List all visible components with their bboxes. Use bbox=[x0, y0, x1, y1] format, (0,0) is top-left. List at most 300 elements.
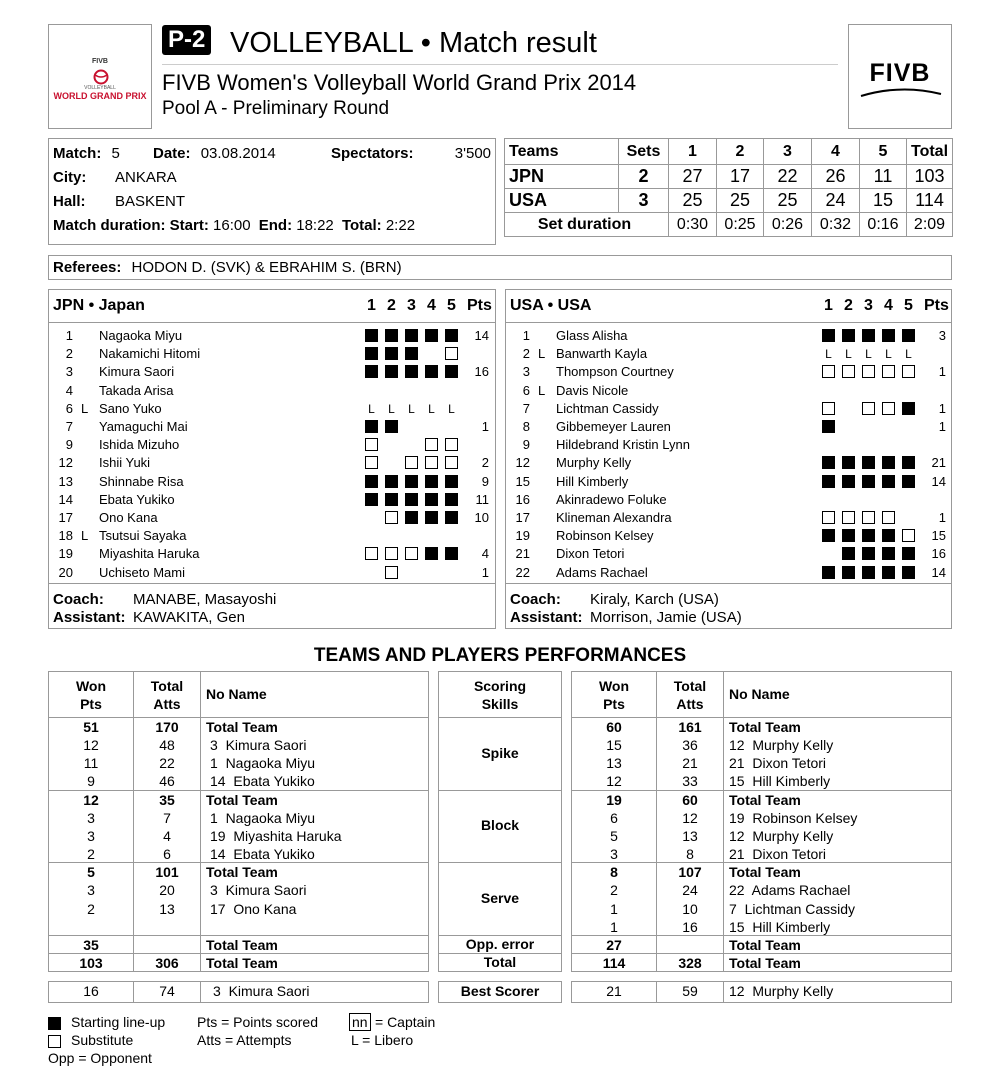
substitute-icon bbox=[445, 438, 458, 451]
player-row bbox=[49, 418, 489, 436]
player-name: 3 Kimura Saori bbox=[210, 737, 307, 754]
won-points: 11 bbox=[83, 755, 99, 772]
total-attempts: 20 bbox=[159, 882, 175, 899]
starting-lineup-icon bbox=[882, 456, 895, 469]
player-name: Hildebrand Kristin Lynn bbox=[556, 437, 690, 453]
total-attempts: 4 bbox=[163, 827, 171, 844]
player-name: Ebata Yukiko bbox=[99, 491, 175, 507]
player-name: 19 Robinson Kelsey bbox=[729, 809, 858, 826]
legend-captain: = Captain bbox=[375, 1014, 436, 1030]
player-row bbox=[506, 527, 946, 545]
player-points: 9 bbox=[481, 473, 489, 489]
scoring-skills-column bbox=[438, 671, 562, 972]
player-name: 12 Murphy Kelly bbox=[729, 827, 834, 844]
won-points: 51 bbox=[83, 719, 99, 735]
team-total-label: Total Team bbox=[729, 719, 801, 735]
starting-lineup-icon bbox=[425, 365, 438, 378]
total-attempts: 13 bbox=[682, 827, 698, 844]
substitute-icon bbox=[862, 511, 875, 524]
player-number: 15 bbox=[515, 473, 530, 489]
player-row bbox=[506, 454, 946, 472]
header-set4: 4 bbox=[812, 139, 860, 165]
referees-label: Referees: bbox=[53, 259, 122, 276]
player-row bbox=[506, 363, 946, 381]
results-table-wrap bbox=[504, 138, 953, 237]
player-name: Gibbemeyer Lauren bbox=[556, 419, 671, 434]
best-name: 12 Murphy Kelly bbox=[729, 983, 834, 999]
player-number: 3 bbox=[65, 364, 73, 380]
left-logo-fivb: FIVB bbox=[92, 58, 108, 65]
total-attempts: 21 bbox=[682, 755, 698, 772]
starting-lineup-icon bbox=[425, 547, 438, 560]
player-points: 4 bbox=[481, 546, 489, 562]
player-number: 19 bbox=[58, 546, 73, 562]
player-number: 13 bbox=[58, 473, 73, 489]
left-logo-line1: VOLLEYBALL bbox=[84, 85, 116, 91]
legend-libero: L = Libero bbox=[351, 1032, 414, 1048]
player-points: 1 bbox=[938, 419, 946, 434]
name-header: No Name bbox=[206, 686, 267, 702]
set-duration-row bbox=[505, 213, 953, 237]
starting-lineup-icon bbox=[48, 1017, 61, 1030]
substitute-icon bbox=[405, 456, 418, 469]
set-duration: 0:25 bbox=[717, 213, 764, 237]
substitute-icon bbox=[365, 438, 378, 451]
total-attempts: 161 bbox=[678, 719, 702, 735]
jpn-coach: MANABE, Masayoshi bbox=[133, 591, 277, 608]
total-attempts: 60 bbox=[682, 791, 698, 808]
skill-block: Block bbox=[480, 817, 520, 833]
legend-opp: Opp = Opponent bbox=[48, 1050, 152, 1066]
set-duration-label: Set duration bbox=[505, 213, 669, 237]
player-row bbox=[506, 327, 946, 345]
date-label: Date: bbox=[153, 145, 191, 162]
total-header: Total bbox=[150, 678, 184, 694]
player-number: 9 bbox=[522, 437, 530, 453]
total-attempts: 12 bbox=[682, 809, 698, 826]
player-name: Hill Kimberly bbox=[556, 473, 629, 489]
libero-marker: L bbox=[538, 382, 546, 398]
player-number: 8 bbox=[522, 419, 530, 434]
won-points: 3 bbox=[87, 809, 95, 826]
starting-lineup-icon bbox=[842, 566, 855, 579]
fivb-logo: FIVB bbox=[869, 59, 931, 87]
player-points: 16 bbox=[474, 364, 489, 380]
performance-heading: TEAMS AND PLAYERS PERFORMANCES bbox=[313, 645, 687, 666]
substitute-icon bbox=[842, 365, 855, 378]
usa-coach: Kiraly, Karch (USA) bbox=[590, 591, 719, 608]
player-points: 2 bbox=[481, 455, 489, 471]
player-name: Nakamichi Hitomi bbox=[99, 346, 201, 362]
total-header: Total bbox=[673, 678, 707, 694]
set-score: 24 bbox=[812, 189, 860, 213]
player-number: 6 bbox=[522, 382, 530, 398]
total-attempts bbox=[134, 918, 200, 936]
set-duration: 0:32 bbox=[812, 213, 860, 237]
libero-set-marker: L bbox=[885, 347, 892, 362]
player-name: Takada Arisa bbox=[99, 382, 174, 398]
player-number: 16 bbox=[515, 491, 530, 507]
header-set1: 1 bbox=[669, 139, 717, 165]
starting-lineup-icon bbox=[385, 420, 398, 433]
player-points: 3 bbox=[938, 328, 946, 343]
player-name: Klineman Alexandra bbox=[556, 510, 672, 525]
player-row bbox=[506, 345, 946, 363]
won-points: 3 bbox=[87, 827, 95, 844]
usa-coach-label: Coach: bbox=[510, 591, 561, 608]
player-number: 19 bbox=[515, 528, 530, 544]
set-score: 15 bbox=[860, 189, 907, 213]
won-header: Won bbox=[75, 678, 107, 694]
legend-pts: Pts = Points scored bbox=[197, 1014, 319, 1030]
starting-lineup-icon bbox=[385, 475, 398, 488]
jpn-roster-box bbox=[48, 289, 496, 629]
set-score: 11 bbox=[860, 165, 907, 189]
won-points: 12 bbox=[606, 773, 622, 790]
pts-header: Pts bbox=[603, 696, 625, 712]
team-total-label: Total Team bbox=[206, 954, 278, 971]
set-score: 26 bbox=[812, 165, 860, 189]
starting-lineup-icon bbox=[822, 566, 835, 579]
player-row bbox=[49, 345, 489, 363]
starting-lineup-icon bbox=[822, 529, 835, 542]
starting-lineup-icon bbox=[405, 365, 418, 378]
substitute-icon bbox=[882, 365, 895, 378]
won-points: 5 bbox=[87, 864, 95, 881]
won-points: 5 bbox=[610, 827, 618, 844]
libero-set-marker: L bbox=[368, 401, 375, 416]
player-name: 1 Nagaoka Miyu bbox=[210, 809, 316, 826]
skill-serve: Serve bbox=[480, 890, 520, 906]
won-points: 15 bbox=[606, 737, 622, 754]
player-name: Yamaguchi Mai bbox=[99, 419, 188, 434]
jpn-best-scorer bbox=[48, 981, 429, 1003]
player-number: 20 bbox=[58, 564, 73, 580]
starting-lineup-icon bbox=[822, 329, 835, 342]
substitute-icon bbox=[405, 547, 418, 560]
starting-lineup-icon bbox=[842, 456, 855, 469]
set-duration: 0:30 bbox=[669, 213, 717, 237]
player-points: 10 bbox=[474, 510, 489, 525]
total-attempts: 13 bbox=[159, 900, 175, 917]
player-points: 15 bbox=[931, 528, 946, 544]
substitute-icon bbox=[842, 511, 855, 524]
starting-lineup-icon bbox=[405, 329, 418, 342]
player-name: 15 Hill Kimberly bbox=[729, 918, 831, 935]
player-row bbox=[49, 509, 489, 527]
player-number: 12 bbox=[58, 455, 73, 471]
starting-lineup-icon bbox=[862, 547, 875, 560]
player-number: 17 bbox=[515, 510, 530, 525]
starting-lineup-icon bbox=[842, 329, 855, 342]
spectators-value: 3'500 bbox=[454, 145, 491, 162]
player-number: 22 bbox=[515, 564, 530, 580]
usa-team-title: USA • USA bbox=[510, 297, 592, 314]
total-points: 103 bbox=[907, 165, 953, 189]
total-attempts: 48 bbox=[159, 737, 175, 754]
set-score: 25 bbox=[764, 189, 812, 213]
results-header-row bbox=[505, 139, 953, 165]
total-attempts: 16 bbox=[682, 918, 698, 935]
won-points bbox=[49, 918, 133, 936]
player-number: 12 bbox=[515, 455, 530, 471]
set-score: 25 bbox=[669, 189, 717, 213]
header-total: Total bbox=[907, 139, 953, 165]
start-time: 16:00 bbox=[213, 217, 251, 234]
usa-roster-box bbox=[505, 289, 952, 629]
starting-lineup-icon bbox=[882, 329, 895, 342]
total-attempts: 328 bbox=[678, 954, 702, 971]
player-row bbox=[506, 545, 946, 563]
total-attempts: 46 bbox=[159, 773, 175, 790]
won-points: 2 bbox=[87, 900, 95, 917]
starting-lineup-icon bbox=[385, 365, 398, 378]
starting-lineup-icon bbox=[385, 347, 398, 360]
total-attempts bbox=[134, 936, 200, 954]
team-total-label: Total Team bbox=[729, 954, 801, 971]
starting-lineup-icon bbox=[365, 329, 378, 342]
won-points: 35 bbox=[83, 936, 99, 953]
player-row bbox=[506, 436, 946, 454]
player-row bbox=[49, 327, 489, 345]
player-name: Uchiseto Mami bbox=[99, 564, 185, 580]
player-name: 12 Murphy Kelly bbox=[729, 737, 834, 754]
best-name: 3 Kimura Saori bbox=[213, 983, 310, 999]
results-table bbox=[504, 138, 953, 237]
libero-set-marker: L bbox=[408, 401, 415, 416]
right-logo-box bbox=[848, 24, 952, 129]
substitute-icon bbox=[385, 511, 398, 524]
team-total-label: Total Team bbox=[729, 791, 801, 808]
set-duration: 0:26 bbox=[764, 213, 812, 237]
player-number: 2 bbox=[522, 346, 530, 362]
player-name: Kimura Saori bbox=[99, 364, 175, 380]
name-header: No Name bbox=[729, 686, 790, 702]
skill-spike: Spike bbox=[481, 745, 519, 761]
substitute-icon bbox=[882, 402, 895, 415]
starting-lineup-icon bbox=[425, 475, 438, 488]
player-row bbox=[49, 473, 489, 491]
usa-assistant: Morrison, Jamie (USA) bbox=[590, 609, 742, 626]
pts-header: Pts bbox=[80, 696, 102, 712]
end-label: End: bbox=[258, 217, 293, 234]
left-logo-box bbox=[48, 24, 152, 129]
player-name: Tsutsui Sayaka bbox=[99, 528, 187, 544]
competition-name: FIVB Women's Volleyball World Grand Prix 2014 bbox=[162, 70, 637, 95]
total-attempts: 33 bbox=[682, 773, 698, 790]
libero-set-marker: L bbox=[448, 401, 455, 416]
won-points: 13 bbox=[606, 755, 622, 772]
page-code: P-2 bbox=[162, 25, 211, 55]
total-points: 114 bbox=[907, 189, 953, 213]
team-total-label: Total Team bbox=[729, 864, 801, 881]
substitute-icon bbox=[385, 566, 398, 579]
team-total-label: Total Team bbox=[729, 936, 801, 953]
player-row bbox=[506, 473, 946, 491]
starting-lineup-icon bbox=[862, 475, 875, 488]
page-title: VOLLEYBALL • Match result bbox=[230, 27, 597, 59]
player-points: 16 bbox=[931, 546, 946, 562]
libero-set-marker: L bbox=[428, 401, 435, 416]
starting-lineup-icon bbox=[425, 511, 438, 524]
header-set3: 3 bbox=[764, 139, 812, 165]
player-name: 14 Ebata Yukiko bbox=[210, 846, 315, 863]
substitute-icon bbox=[365, 547, 378, 560]
won-points: 2 bbox=[87, 846, 95, 863]
player-row bbox=[49, 545, 489, 563]
won-points: 19 bbox=[606, 791, 622, 808]
player-row bbox=[49, 400, 489, 418]
player-name: 19 Miyashita Haruka bbox=[210, 827, 342, 844]
team-total-label: Total Team bbox=[206, 936, 278, 953]
total-attempts: 101 bbox=[155, 864, 179, 881]
libero-set-marker: L bbox=[825, 347, 832, 362]
fivb-swoosh-icon bbox=[859, 85, 943, 103]
won-points: 1 bbox=[610, 918, 618, 935]
player-points: 1 bbox=[938, 364, 946, 380]
header-teams: Teams bbox=[505, 139, 619, 165]
atts-header: Atts bbox=[153, 696, 181, 712]
player-name: Shinnabe Risa bbox=[99, 473, 184, 489]
player-number: 6 bbox=[65, 400, 73, 416]
starting-lineup-icon bbox=[862, 566, 875, 579]
results-row-jpn bbox=[505, 165, 953, 189]
start-label: Start: bbox=[169, 217, 209, 234]
player-number: 14 bbox=[58, 491, 73, 507]
player-number: 18 bbox=[58, 528, 73, 544]
player-row bbox=[506, 491, 946, 509]
total-attempts: 7 bbox=[163, 809, 171, 826]
legend-atts: Atts = Attempts bbox=[197, 1032, 292, 1048]
player-name: Lichtman Cassidy bbox=[556, 400, 659, 416]
won-header: Won bbox=[598, 678, 630, 694]
player-row bbox=[49, 436, 489, 454]
match-info-box bbox=[48, 138, 496, 245]
substitute-icon bbox=[425, 456, 438, 469]
starting-lineup-icon bbox=[405, 475, 418, 488]
total-attempts: 24 bbox=[682, 882, 698, 899]
player-name: Ono Kana bbox=[99, 510, 158, 525]
starting-lineup-icon bbox=[385, 493, 398, 506]
set-duration-total: 2:09 bbox=[907, 213, 953, 237]
player-number: 21 bbox=[515, 546, 530, 562]
end-time: 18:22 bbox=[296, 217, 334, 234]
round-name: Pool A - Preliminary Round bbox=[162, 98, 390, 119]
total-time: 2:22 bbox=[385, 217, 416, 234]
player-row bbox=[506, 382, 946, 400]
starting-lineup-icon bbox=[822, 420, 835, 433]
starting-lineup-icon bbox=[862, 456, 875, 469]
starting-lineup-icon bbox=[822, 475, 835, 488]
player-number: 2 bbox=[65, 346, 73, 362]
player-number: 1 bbox=[65, 328, 73, 343]
starting-lineup-icon bbox=[425, 329, 438, 342]
substitute-icon bbox=[385, 547, 398, 560]
atts-header: Atts bbox=[676, 696, 704, 712]
starting-lineup-icon bbox=[862, 529, 875, 542]
title-rule bbox=[162, 64, 838, 65]
team-code: USA bbox=[505, 189, 619, 213]
total-attempts: 8 bbox=[686, 846, 694, 863]
player-name: 3 Kimura Saori bbox=[210, 882, 307, 899]
player-name: 21 Dixon Tetori bbox=[729, 755, 827, 772]
header-sets: Sets bbox=[619, 139, 669, 165]
player-number: 4 bbox=[65, 382, 73, 398]
sets-won: 2 bbox=[619, 165, 669, 189]
player-points: 1 bbox=[481, 419, 489, 434]
legend bbox=[48, 1014, 548, 1074]
libero-set-marker: L bbox=[388, 401, 395, 416]
total-attempts: 306 bbox=[155, 954, 179, 971]
starting-lineup-icon bbox=[425, 493, 438, 506]
player-row bbox=[506, 400, 946, 418]
jpn-assistant-label: Assistant: bbox=[53, 609, 126, 626]
player-name: Akinradewo Foluke bbox=[556, 491, 667, 507]
starting-lineup-icon bbox=[882, 566, 895, 579]
referees-value: HODON D. (SVK) & EBRAHIM S. (BRN) bbox=[131, 259, 402, 276]
team-total-label: Total Team bbox=[206, 864, 278, 881]
starting-lineup-icon bbox=[882, 475, 895, 488]
substitute-icon bbox=[425, 438, 438, 451]
player-points: 1 bbox=[481, 564, 489, 580]
substitute-icon bbox=[822, 402, 835, 415]
total-attempts: 10 bbox=[682, 900, 698, 917]
player-row bbox=[49, 454, 489, 472]
player-name: 17 Ono Kana bbox=[210, 900, 297, 917]
player-name: Nagaoka Miyu bbox=[99, 328, 183, 343]
won-points: 1 bbox=[610, 900, 618, 917]
starting-lineup-icon bbox=[405, 493, 418, 506]
won-points: 12 bbox=[83, 791, 99, 808]
left-logo-wgp: WORLD GRAND PRIX bbox=[53, 91, 147, 101]
starting-lineup-icon bbox=[365, 420, 378, 433]
skill-total: Total bbox=[483, 954, 517, 970]
sets-won: 3 bbox=[619, 189, 669, 213]
match-number: 5 bbox=[111, 145, 120, 162]
usa-performance-table bbox=[571, 671, 952, 972]
player-number: 1 bbox=[522, 328, 530, 343]
set-score: 25 bbox=[717, 189, 764, 213]
skill-opp-error: Opp. error bbox=[465, 936, 535, 952]
starting-lineup-icon bbox=[822, 456, 835, 469]
starting-lineup-icon bbox=[882, 547, 895, 560]
player-name: Miyashita Haruka bbox=[99, 546, 200, 562]
total-attempts: 170 bbox=[155, 719, 179, 735]
won-points: 114 bbox=[602, 954, 626, 971]
player-points: 11 bbox=[475, 491, 489, 507]
player-number: 7 bbox=[65, 419, 73, 434]
starting-lineup-icon bbox=[405, 347, 418, 360]
starting-lineup-icon bbox=[842, 475, 855, 488]
hall-label: Hall: bbox=[53, 193, 86, 210]
usa-best-scorer bbox=[571, 981, 952, 1003]
total-attempts: 107 bbox=[678, 864, 702, 881]
usa-assistant-label: Assistant: bbox=[510, 609, 583, 626]
won-points: 3 bbox=[610, 846, 618, 863]
player-points: 1 bbox=[938, 510, 946, 525]
set-score: 22 bbox=[764, 165, 812, 189]
starting-lineup-icon bbox=[385, 329, 398, 342]
set-score: 27 bbox=[669, 165, 717, 189]
scoring-header: Scoring bbox=[473, 678, 527, 694]
starting-lineup-icon bbox=[365, 365, 378, 378]
set-score: 17 bbox=[717, 165, 764, 189]
player-row bbox=[49, 382, 489, 400]
usa-set-headers: 1 2 3 4 5 bbox=[824, 297, 913, 314]
best-won: 16 bbox=[83, 983, 99, 999]
starting-lineup-icon bbox=[842, 529, 855, 542]
city-value: ANKARA bbox=[115, 169, 177, 186]
